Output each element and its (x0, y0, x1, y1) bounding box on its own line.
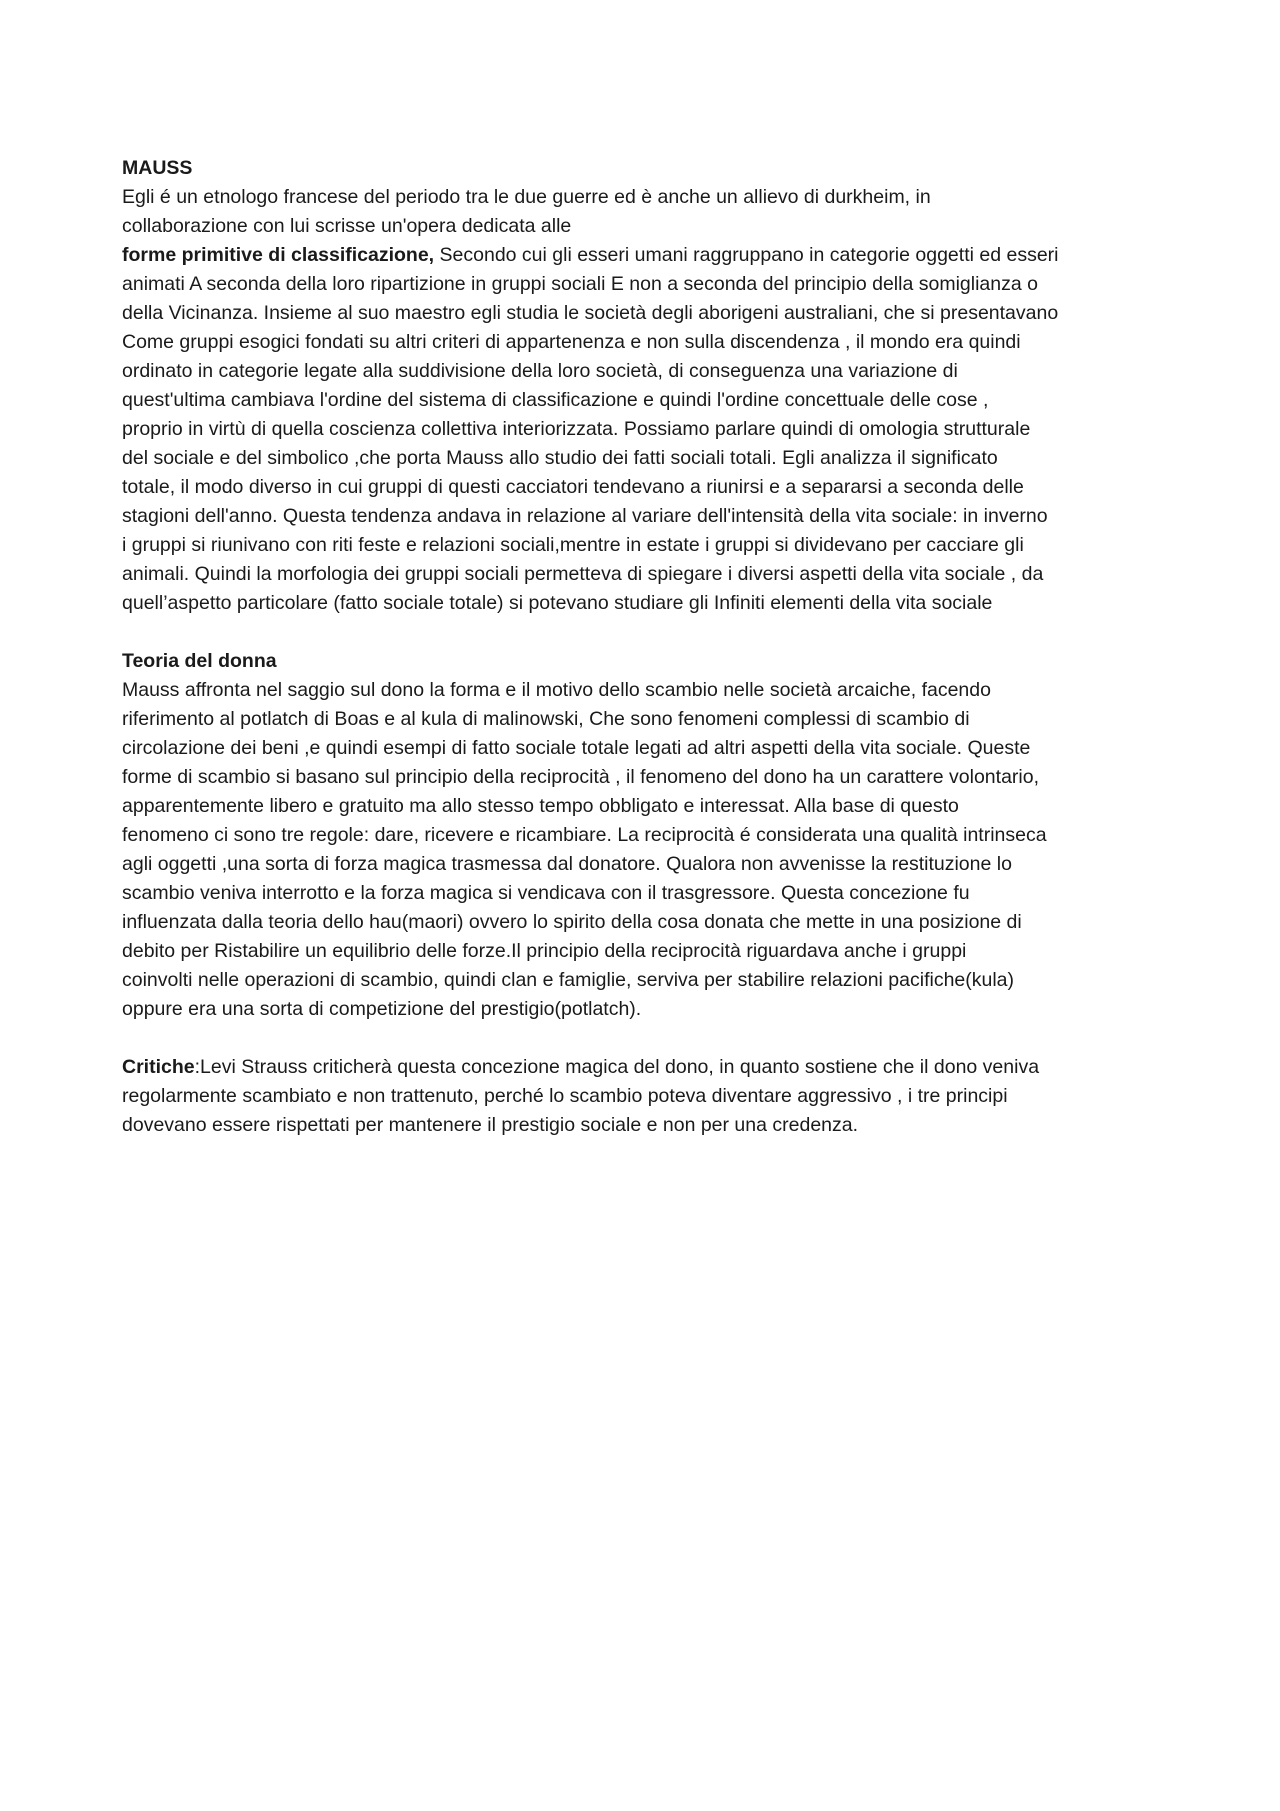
paragraph-line-with-bold (122, 241, 1168, 270)
paragraph-line: debito per Ristabilire un equilibrio delle forze.Il principio della reciprocità riguardava anche i gruppi (122, 940, 967, 962)
section-mauss (122, 154, 1168, 618)
paragraph-line: quest'ultima cambiava l'ordine del sistema di classificazione e quindi l'ordine concettuale delle cose , (122, 389, 989, 411)
paragraph-line: agli oggetti ,una sorta di forza magica trasmessa dal donatore. Qualora non avvenisse la restituzione lo (122, 853, 1012, 875)
section-heading-mauss: MAUSS (122, 157, 193, 179)
paragraph-line: stagioni dell'anno. Questa tendenza andava in relazione al variare dell'intensità della vita sociale: in inverno (122, 505, 1048, 527)
paragraph-line: coinvolti nelle operazioni di scambio, quindi clan e famiglie, serviva per stabilire relazioni pacifiche(kula) (122, 969, 1015, 991)
paragraph-line: forme di scambio si basano sul principio della reciprocità , il fenomeno del dono ha un carattere volontario, (122, 766, 1040, 788)
paragraph-line: circolazione dei beni ,e quindi esempi di fatto sociale totale legati ad altri aspetti della vita sociale. Queste (122, 737, 1031, 759)
paragraph-line: proprio in virtù di quella coscienza collettiva interiorizzata. Possiamo parlare quindi di omologia strutturale (122, 418, 1031, 440)
paragraph-line: quell’aspetto particolare (fatto sociale totale) si potevano studiare gli Infiniti elementi della vita sociale (122, 592, 993, 614)
paragraph-line: Come gruppi esogici fondati su altri criteri di appartenenza e non sulla discendenza , il mondo era quindi (122, 331, 1021, 353)
paragraph-line: oppure era una sorta di competizione del prestigio(potlatch). (122, 998, 642, 1020)
paragraph-line: totale, il modo diverso in cui gruppi di questi cacciatori tendevano a riunirsi e a separarsi a seconda delle (122, 476, 1024, 498)
paragraph-line: della Vicinanza. Insieme al suo maestro egli studia le società degli aborigeni australiani, che si presentavano (122, 302, 1059, 324)
paragraph-line: Mauss affronta nel saggio sul dono la forma e il motivo dello scambio nelle società arcaiche, facendo (122, 679, 991, 701)
paragraph-line: animati A seconda della loro ripartizione in gruppi sociali E non a seconda del principio della somiglianza o (122, 273, 1038, 295)
critiche-first-line-rest: :Levi Strauss criticherà questa concezione magica del dono, in quanto sostiene che il dono veniva (194, 1056, 1040, 1078)
section-heading-teoria: Teoria del donna (122, 650, 277, 672)
paragraph-line: regolarmente scambiato e non trattenuto, perché lo scambio poteva diventare aggressivo , i tre principi (122, 1085, 1008, 1107)
section-critiche (122, 1053, 1168, 1140)
paragraph-line: ordinato in categorie legate alla suddivisione della loro società, di conseguenza una variazione di (122, 360, 958, 382)
section-teoria-del-donna (122, 647, 1168, 1024)
bold-phrase: forme primitive di classificazione, (122, 244, 435, 266)
document-page (122, 154, 1168, 1140)
bold-line-rest: Secondo cui gli esseri umani raggruppano in categorie oggetti ed esseri (434, 244, 1059, 266)
critiche-label: Critiche (122, 1056, 195, 1078)
paragraph-line: influenzata dalla teoria dello hau(maori) ovvero lo spirito della cosa donata che mette in una posizione di (122, 911, 1022, 933)
paragraph-line: apparentemente libero e gratuito ma allo stesso tempo obbligato e interessat. Alla base di questo (122, 795, 959, 817)
critiche-first-line (122, 1053, 1168, 1082)
paragraph-line: dovevano essere rispettati per mantenere il prestigio sociale e non per una credenza. (122, 1114, 859, 1136)
paragraph-gap (122, 618, 1168, 647)
paragraph-line: animali. Quindi la morfologia dei gruppi sociali permetteva di spiegare i diversi aspetti della vita sociale , da (122, 563, 1044, 585)
paragraph-line: collaborazione con lui scrisse un'opera dedicata alle (122, 215, 572, 237)
paragraph-gap (122, 1024, 1168, 1053)
paragraph-line: del sociale e del simbolico ,che porta Mauss allo studio dei fatti sociali totali. Egli analizza il significato (122, 447, 998, 469)
paragraph-line: scambio veniva interrotto e la forza magica si vendicava con il trasgressore. Questa concezione fu (122, 882, 970, 904)
paragraph-line: i gruppi si riunivano con riti feste e relazioni sociali,mentre in estate i gruppi si dividevano per cacciare gli (122, 534, 1024, 556)
paragraph-line: riferimento al potlatch di Boas e al kula di malinowski, Che sono fenomeni complessi di scambio di (122, 708, 970, 730)
paragraph-line: Egli é un etnologo francese del periodo tra le due guerre ed è anche un allievo di durkheim, in (122, 186, 931, 208)
paragraph-line: fenomeno ci sono tre regole: dare, ricevere e ricambiare. La reciprocità é considerata una qualità intrinseca (122, 824, 1047, 846)
